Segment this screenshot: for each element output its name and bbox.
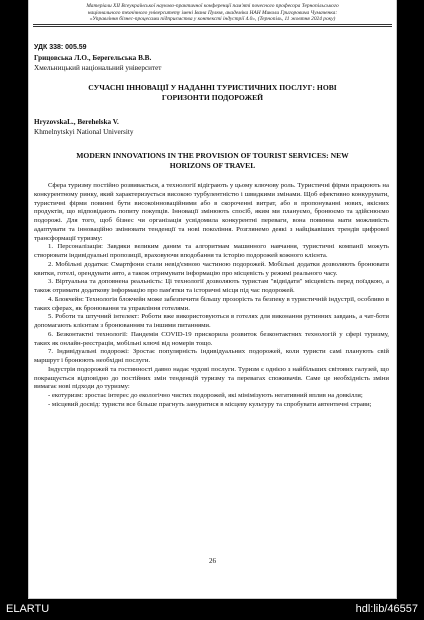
header-line: «Управління бізнес-процесами підприємства у контексті індустрії 4.0», (Тернопіль, 11 жовтня 2024 року) <box>89 16 336 23</box>
page-number: 26 <box>209 557 216 565</box>
header-rule <box>33 24 392 25</box>
paragraph: Індустрія подорожей та гостинності давно надає чудові послуги. Туризм є однією з найбільших світових галузей, що покращується відповідно до постійних змін тенденцій туризму та перевагах споживачів. Саме це необхідність зміни вимагає нові підходи до туризму: <box>34 365 389 391</box>
paragraph: - екотуризм: зростає інтерес до екологічно чистих подорожей, які мінімізують негативний вплив на довкілля; <box>48 392 363 399</box>
paragraph: 7. Індивідуальні подорожі: Зростає популярність індивідуальних подорожей, коли туристи самі планують свій маршрут і бронюють необхідні послуги. <box>34 348 389 364</box>
header-line: національного технічного університету імені Івана Пулюя, академіка НАН Миколи Григоровича Чумаченка: <box>87 9 338 16</box>
title-ua-line: СУЧАСНІ ІННОВАЦІЇ У НАДАННІ ТУРИСТИЧНИХ ПОСЛУГ: НОВІ <box>88 83 337 92</box>
repository-label: ELARTU <box>6 603 50 615</box>
paragraph: - місцевий досвід: туристи все більше прагнуть зануритися в місцеву культуру та спробувати автентичні страви; <box>48 400 372 408</box>
conference-header <box>39 3 386 23</box>
document-page <box>29 0 396 598</box>
authors-ua: Грицовська Л.О., Берегельська В.В. <box>34 54 152 62</box>
paragraph: 6. Безконтактні технології: Пандемія COVID-19 прискорила розвиток безконтактних технологій у сфері туризму, таких як онлайн-реєстрація, мобільні ключі від номерів тощо. <box>34 330 389 347</box>
paragraph: 4. Блокчейн: Технологія блокчейн може забезпечити більшу прозорість та безпеку в туристичній індустрії, особливо в таких сферах, як бронювання та управління готелями. <box>34 295 389 312</box>
header-line: Матеріали XII Всеукраїнської науково-практичної конференції пам'яті почесного професора Тернопільського <box>86 3 339 9</box>
authors-en: HryzovskaL., Berehelska V. <box>34 118 119 126</box>
article-body <box>34 182 389 410</box>
title-en <box>29 151 396 171</box>
title-ua-line: ГОРИЗОНТИ ПОДОРОЖЕЙ <box>161 93 264 102</box>
affiliation-ua: Хмельницький національний університет <box>34 64 162 72</box>
paragraph: 3. Віртуальна та доповнена реальність: Ці технології дозволяють туристам "відвідати" місцевість перед поїздкою, а також отримати додаткову інформацію про пам'ятки та історичні місця під час подорожей. <box>34 278 389 294</box>
paragraph: 1. Персоналізація: Завдяки великим даним та алгоритмам машинного навчання, туристичні компанії можуть створювати індивідуальні пропозиції, враховуючи вподобання та історію подорожей кожного клієнта. <box>34 243 389 259</box>
paragraph: 2. Мобільні додатки: Смартфони стали невід'ємною частиною подорожей. Мобільні додатки дозволяють бронювати квитки, готелі, орендувати авто, а також отримувати інформацію про місцевість у режимі реального часу. <box>34 260 389 277</box>
paragraph: Сфера туризму постійно розвивається, а технології відіграють у цьому ключову роль. Туристичні фірми працюють на конкурентному ринку, який характеризується високою турбулентністю і швидкими змінами. Щоб ефективно конкурувати, туристичні фірми повинні бути високоінноваційними або в скороченні витрат, або в пропонуванні нових, якісних продуктів, що відповідають попиту покупців. Інновації змінюють спосіб, яким ми плануємо, бронюємо та здійснюємо подорожі. Для того, щоб бізнес чи організація усвідомила конкурентні переваги, вона повинна мати можливість адаптувати та інноваційно змінювати тенденції та нові покоління. Розглянемо деякі з найцікавіших трендів цифрової трансформації туризму: <box>34 182 389 242</box>
header-rule-thin <box>33 26 392 27</box>
affiliation-en: Khmelnytskyi National University <box>34 128 134 136</box>
title-ua <box>29 83 396 103</box>
paragraph: 5. Роботи та штучний інтелект: Роботи вже використовуються в готелях для виконання рутинних завдань, а чат-боти допомагають клієнтам з бронюванням та іншими питаннями. <box>34 313 389 329</box>
handle-identifier[interactable]: hdl:lib/46557 <box>355 603 418 615</box>
udc-code: УДК 338: 005.59 <box>34 44 87 51</box>
title-en-line: MODERN INNOVATIONS IN THE PROVISION OF TOURIST SERVICES: NEW <box>76 151 349 160</box>
title-en-line: HORIZONS OF TRAVEL <box>169 161 256 170</box>
